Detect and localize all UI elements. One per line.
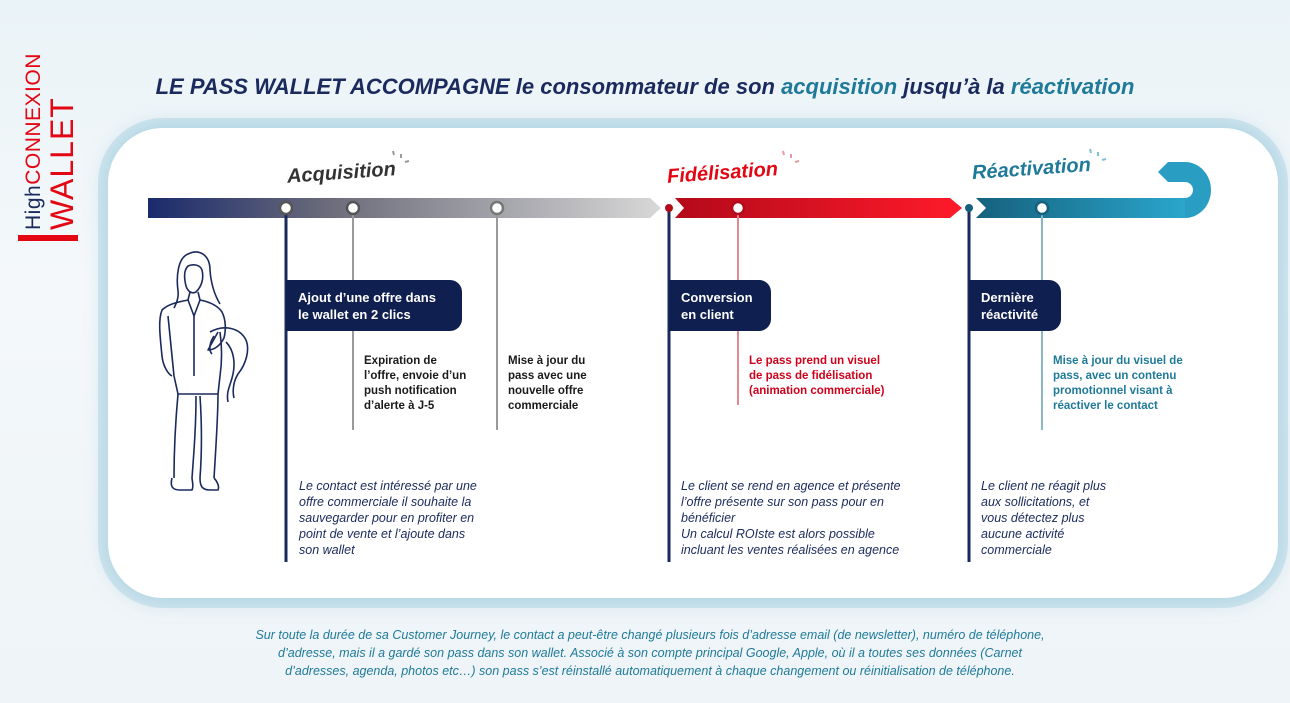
page-title: LE PASS WALLET ACCOMPAGNE le consommateur de son acquisition jusqu’à la réactivation: [155, 74, 1135, 99]
desc-fidelisation: Le client se rend en agence et présente l’offre présente sur son pass pour en bénéficier Un calcul ROIste est alors possible incluant les ventes réalisées en agence: [681, 479, 901, 557]
stage-reactivation: Réactivation: [971, 153, 1092, 185]
stage-fidelisation: Fidélisation: [666, 158, 779, 188]
box-conversion: Conversion en client: [669, 280, 771, 331]
milestone-dot: [665, 204, 673, 212]
stage-acquisition: Acquisition: [286, 158, 397, 188]
brand-name: HighCONNEXION: [22, 53, 45, 230]
desc-reactivation: Le client ne réagit plus aux sollicitations, et vous détectez plus aucune activité commerciale: [981, 479, 1107, 557]
consumer-illustration: [148, 246, 258, 496]
milestone-dot: [280, 202, 292, 214]
note-reactivation-visual: Mise à jour du visuel de pass, avec un contenu promotionnel visant à réactiver le contact: [1053, 355, 1183, 412]
acquisition-arrow: [148, 198, 661, 218]
box-last-activity: Dernière réactivité: [969, 280, 1061, 331]
sparkle-icon: [1090, 149, 1106, 160]
reactivation-arrow: [976, 198, 1185, 218]
box-add-offer: Ajout d’une offre dans le wallet en 2 clics: [286, 280, 462, 331]
milestone-dot: [1036, 202, 1048, 214]
brand-wallet: WALLET: [44, 97, 80, 230]
milestone-dot: [491, 202, 503, 214]
note-pass-update: Mise à jour du pass avec une nouvelle offre commerciale: [508, 355, 587, 412]
desc-acquisition: Le contact est intéressé par une offre commerciale il souhaite la sauvegarder pour en profiter en point de vente et l’ajoute dans son wallet: [299, 479, 477, 557]
note-expiration: Expiration de l’offre, envoie d’un push notification d’alerte à J-5: [364, 355, 467, 412]
sparkle-icon: [783, 151, 799, 162]
milestone-dot: [732, 202, 744, 214]
milestone-dot: [965, 204, 973, 212]
footer-note: Sur toute la durée de sa Customer Journey, le contact a peut-être changé plusieurs fois d’adresse email (de newsletter), numéro de téléphone, d’adresse, mais il a gardé son pass dans son wallet. Associé à son compte principal Google, Apple, où il a toutes ses données (Carnet d’adresses, agenda, photos etc…) son pass s’est réinstallé automatiquement à chaque changement ou réinitialisation de téléphone.: [255, 628, 1045, 678]
milestone-dot: [347, 202, 359, 214]
note-fidelity-visual: Le pass prend un visuel de pass de fidélisation (animation commerciale): [749, 355, 885, 397]
fidelisation-arrow: [675, 198, 962, 218]
sparkle-icon: [393, 151, 409, 162]
